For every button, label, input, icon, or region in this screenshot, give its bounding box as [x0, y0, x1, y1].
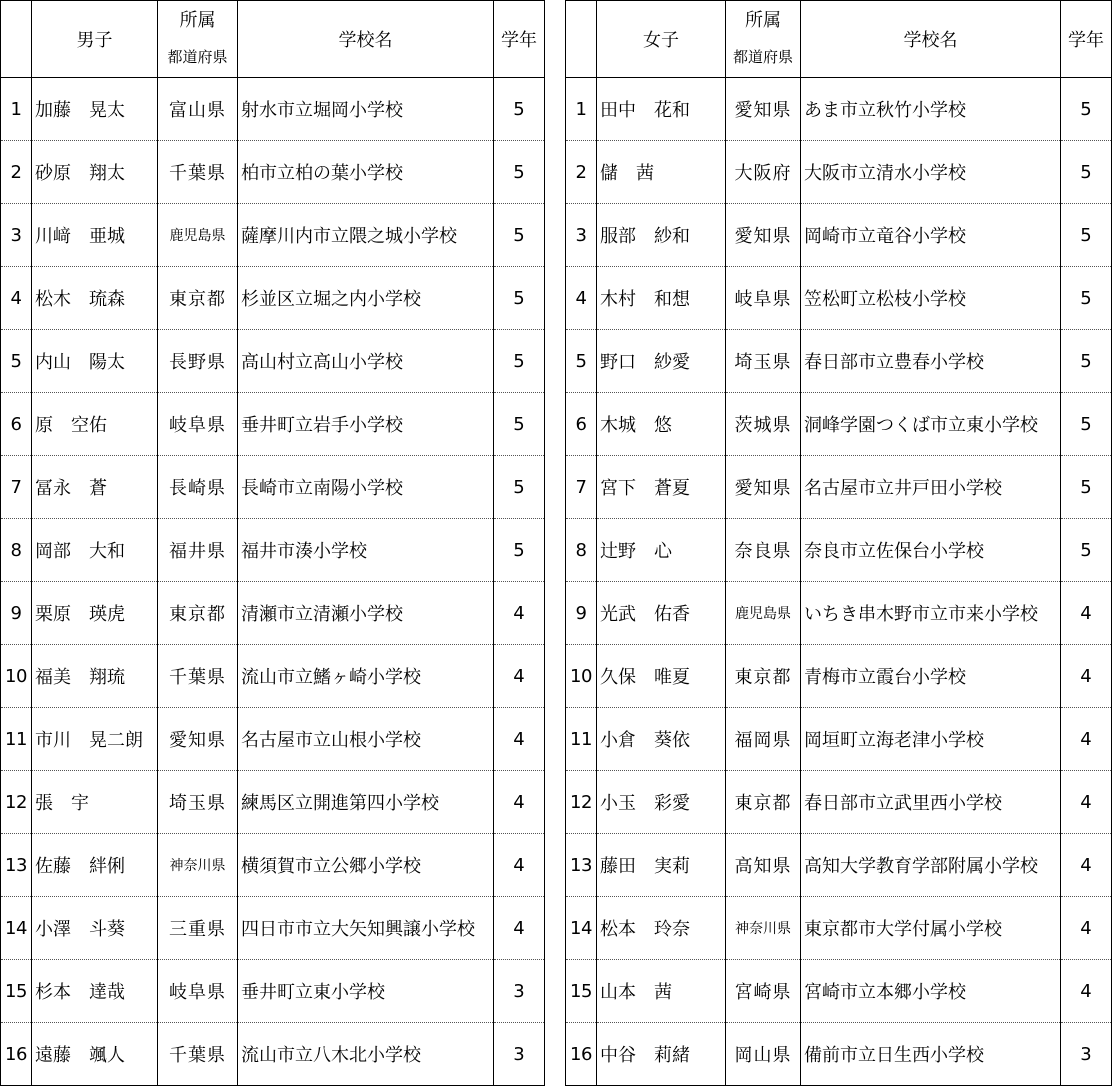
- school-cell: 宮崎市立本郷小学校: [801, 960, 1061, 1023]
- name-cell: 辻野 心: [597, 519, 726, 582]
- name-cell: 杉本 達哉: [32, 960, 158, 1023]
- school-cell: 横須賀市立公郷小学校: [238, 834, 494, 897]
- rank-cell: 7: [1, 456, 32, 519]
- grade-cell: 4: [494, 645, 545, 708]
- grade-cell: 5: [1061, 393, 1112, 456]
- rank-cell: 12: [1, 771, 32, 834]
- table-row: [566, 771, 1112, 834]
- table-row: [1, 897, 545, 960]
- rank-cell: 2: [1, 141, 32, 204]
- prefecture-cell: 岡山県: [726, 1023, 801, 1086]
- rank-cell: 11: [1, 708, 32, 771]
- table-row: [1, 834, 545, 897]
- rank-cell: 11: [566, 708, 597, 771]
- school-cell: 名古屋市立井戸田小学校: [801, 456, 1061, 519]
- prefecture-header-bottom: 都道府県: [167, 48, 228, 66]
- name-cell: 遠藤 颯人: [32, 1023, 158, 1086]
- grade-cell: 5: [494, 330, 545, 393]
- name-cell: 福美 翔琉: [32, 645, 158, 708]
- rank-cell: 8: [1, 519, 32, 582]
- table-row: [566, 393, 1112, 456]
- name-cell: 佐藤 絆俐: [32, 834, 158, 897]
- rank-header: [1, 1, 32, 78]
- school-cell: いちき串木野市立市来小学校: [801, 582, 1061, 645]
- grade-cell: 3: [1061, 1023, 1112, 1086]
- school-cell: 練馬区立開進第四小学校: [238, 771, 494, 834]
- prefecture-header: [158, 1, 238, 78]
- prefecture-cell: 埼玉県: [726, 330, 801, 393]
- rank-cell: 4: [1, 267, 32, 330]
- prefecture-cell: 福岡県: [726, 708, 801, 771]
- rank-cell: 15: [1, 960, 32, 1023]
- table-row: [566, 897, 1112, 960]
- prefecture-cell: 東京都: [726, 771, 801, 834]
- rank-cell: 4: [566, 267, 597, 330]
- rank-cell: 9: [1, 582, 32, 645]
- table-row: [566, 834, 1112, 897]
- school-cell: 流山市立鰭ヶ崎小学校: [238, 645, 494, 708]
- prefecture-cell: 岐阜県: [158, 393, 238, 456]
- rank-cell: 10: [1, 645, 32, 708]
- rank-cell: 5: [566, 330, 597, 393]
- grade-cell: 5: [1061, 78, 1112, 141]
- prefecture-cell: 東京都: [158, 582, 238, 645]
- name-cell: 小玉 彩愛: [597, 771, 726, 834]
- grade-cell: 5: [1061, 330, 1112, 393]
- school-cell: 流山市立八木北小学校: [238, 1023, 494, 1086]
- name-cell: 宮下 蒼夏: [597, 456, 726, 519]
- prefecture-cell: 千葉県: [158, 1023, 238, 1086]
- grade-cell: 4: [1061, 960, 1112, 1023]
- school-cell: 笠松町立松枝小学校: [801, 267, 1061, 330]
- table-row: [1, 708, 545, 771]
- girls-table: [565, 0, 1112, 1086]
- prefecture-cell: 千葉県: [158, 141, 238, 204]
- prefecture-cell: 高知県: [726, 834, 801, 897]
- rank-cell: 16: [1, 1023, 32, 1086]
- grade-cell: 5: [494, 456, 545, 519]
- prefecture-cell: 福井県: [158, 519, 238, 582]
- name-cell: 木村 和想: [597, 267, 726, 330]
- prefecture-cell: 愛知県: [726, 78, 801, 141]
- table-row: [566, 1023, 1112, 1086]
- school-cell: 春日部市立武里西小学校: [801, 771, 1061, 834]
- rank-cell: 8: [566, 519, 597, 582]
- school-cell: 四日市市立大矢知興譲小学校: [238, 897, 494, 960]
- table-row: [1, 1023, 545, 1086]
- girls-rows: [566, 78, 1112, 1086]
- prefecture-cell: 愛知県: [726, 456, 801, 519]
- table-row: [566, 582, 1112, 645]
- grade-cell: 4: [1061, 645, 1112, 708]
- rank-cell: 1: [566, 78, 597, 141]
- school-cell: 長崎市立南陽小学校: [238, 456, 494, 519]
- table-row: [566, 645, 1112, 708]
- table-row: [1, 330, 545, 393]
- prefecture-header-top: 所属: [179, 10, 216, 31]
- prefecture-cell: 千葉県: [158, 645, 238, 708]
- name-cell: 山本 茜: [597, 960, 726, 1023]
- table-row: [1, 141, 545, 204]
- rank-cell: 10: [566, 645, 597, 708]
- table-row: [566, 456, 1112, 519]
- rank-cell: 5: [1, 330, 32, 393]
- name-cell: 加藤 晃太: [32, 78, 158, 141]
- grade-cell: 4: [1061, 834, 1112, 897]
- name-cell: 川﨑 亜城: [32, 204, 158, 267]
- name-cell: 小澤 斗葵: [32, 897, 158, 960]
- table-row: [566, 141, 1112, 204]
- grade-cell: 4: [1061, 897, 1112, 960]
- grade-cell: 3: [494, 960, 545, 1023]
- grade-cell: 3: [494, 1023, 545, 1086]
- grade-cell: 5: [1061, 456, 1112, 519]
- school-cell: 岡垣町立海老津小学校: [801, 708, 1061, 771]
- table-row: [1, 519, 545, 582]
- grade-cell: 4: [494, 834, 545, 897]
- rank-cell: 9: [566, 582, 597, 645]
- prefecture-cell: 三重県: [158, 897, 238, 960]
- prefecture-cell: 茨城県: [726, 393, 801, 456]
- name-cell: 小倉 葵依: [597, 708, 726, 771]
- grade-cell: 4: [494, 582, 545, 645]
- prefecture-cell: 長崎県: [158, 456, 238, 519]
- name-cell: 田中 花和: [597, 78, 726, 141]
- rank-header: [566, 1, 597, 78]
- grade-cell: 5: [1061, 204, 1112, 267]
- school-cell: あま市立秋竹小学校: [801, 78, 1061, 141]
- rank-cell: 14: [566, 897, 597, 960]
- name-cell: 張 宇: [32, 771, 158, 834]
- name-cell: 儲 茜: [597, 141, 726, 204]
- name-cell: 中谷 莉緒: [597, 1023, 726, 1086]
- table-row: [1, 393, 545, 456]
- school-cell: 大阪市立清水小学校: [801, 141, 1061, 204]
- table-row: [1, 645, 545, 708]
- table-row: [1, 771, 545, 834]
- prefecture-cell: 東京都: [726, 645, 801, 708]
- rank-cell: 6: [566, 393, 597, 456]
- name-header: 女子: [597, 1, 726, 78]
- table-row: [1, 456, 545, 519]
- prefecture-cell: 宮崎県: [726, 960, 801, 1023]
- school-cell: 名古屋市立山根小学校: [238, 708, 494, 771]
- prefecture-cell: 愛知県: [158, 708, 238, 771]
- rank-cell: 6: [1, 393, 32, 456]
- school-header: 学校名: [801, 1, 1061, 78]
- rank-cell: 13: [566, 834, 597, 897]
- prefecture-cell: 岐阜県: [726, 267, 801, 330]
- grade-header: 学年: [1061, 1, 1112, 78]
- school-cell: 東京都市大学付属小学校: [801, 897, 1061, 960]
- name-cell: 砂原 翔太: [32, 141, 158, 204]
- grade-cell: 5: [1061, 519, 1112, 582]
- school-cell: 柏市立柏の葉小学校: [238, 141, 494, 204]
- table-row: [566, 960, 1112, 1023]
- rank-cell: 12: [566, 771, 597, 834]
- prefecture-cell: 大阪府: [726, 141, 801, 204]
- table-row: [1, 78, 545, 141]
- grade-cell: 5: [1061, 267, 1112, 330]
- prefecture-cell: 神奈川県: [158, 834, 238, 897]
- name-cell: 光武 佑香: [597, 582, 726, 645]
- table-row: [566, 267, 1112, 330]
- table-row: [566, 204, 1112, 267]
- grade-cell: 4: [494, 771, 545, 834]
- prefecture-cell: 長野県: [158, 330, 238, 393]
- grade-cell: 5: [494, 204, 545, 267]
- prefecture-cell: 鹿児島県: [158, 204, 238, 267]
- rank-cell: 3: [1, 204, 32, 267]
- grade-cell: 4: [1061, 582, 1112, 645]
- school-cell: 備前市立日生西小学校: [801, 1023, 1061, 1086]
- prefecture-header: [726, 1, 801, 78]
- rank-cell: 14: [1, 897, 32, 960]
- name-header: 男子: [32, 1, 158, 78]
- name-cell: 岡部 大和: [32, 519, 158, 582]
- school-cell: 岡崎市立竜谷小学校: [801, 204, 1061, 267]
- table-row: [1, 204, 545, 267]
- school-cell: 杉並区立堀之内小学校: [238, 267, 494, 330]
- table-row: [1, 267, 545, 330]
- rank-cell: 7: [566, 456, 597, 519]
- grade-cell: 5: [494, 267, 545, 330]
- name-cell: 藤田 実莉: [597, 834, 726, 897]
- table-row: [566, 330, 1112, 393]
- school-cell: 福井市湊小学校: [238, 519, 494, 582]
- grade-cell: 5: [494, 141, 545, 204]
- grade-cell: 4: [494, 897, 545, 960]
- grade-cell: 5: [494, 393, 545, 456]
- prefecture-cell: 鹿児島県: [726, 582, 801, 645]
- prefecture-cell: 東京都: [158, 267, 238, 330]
- name-cell: 野口 紗愛: [597, 330, 726, 393]
- boys-rows: [1, 78, 545, 1086]
- table-row: [1, 960, 545, 1023]
- name-cell: 木城 悠: [597, 393, 726, 456]
- table-row: [566, 519, 1112, 582]
- table-row: [566, 708, 1112, 771]
- name-cell: 松木 琉森: [32, 267, 158, 330]
- grade-cell: 4: [1061, 771, 1112, 834]
- rank-cell: 1: [1, 78, 32, 141]
- rank-cell: 13: [1, 834, 32, 897]
- school-header: 学校名: [238, 1, 494, 78]
- grade-cell: 5: [1061, 141, 1112, 204]
- girls-header-row: [566, 1, 1112, 78]
- prefecture-cell: 奈良県: [726, 519, 801, 582]
- rank-cell: 2: [566, 141, 597, 204]
- name-cell: 久保 唯夏: [597, 645, 726, 708]
- rank-cell: 16: [566, 1023, 597, 1086]
- name-cell: 市川 晃二朗: [32, 708, 158, 771]
- school-cell: 垂井町立東小学校: [238, 960, 494, 1023]
- grade-cell: 4: [1061, 708, 1112, 771]
- school-cell: 垂井町立岩手小学校: [238, 393, 494, 456]
- rank-cell: 15: [566, 960, 597, 1023]
- name-cell: 松本 玲奈: [597, 897, 726, 960]
- prefecture-cell: 神奈川県: [726, 897, 801, 960]
- school-cell: 薩摩川内市立隈之城小学校: [238, 204, 494, 267]
- boys-table: [0, 0, 545, 1086]
- school-cell: 射水市立堀岡小学校: [238, 78, 494, 141]
- name-cell: 内山 陽太: [32, 330, 158, 393]
- boys-header-row: [1, 1, 545, 78]
- prefecture-cell: 富山県: [158, 78, 238, 141]
- grade-cell: 5: [494, 78, 545, 141]
- prefecture-header-bottom: 都道府県: [732, 48, 793, 66]
- name-cell: 栗原 瑛虎: [32, 582, 158, 645]
- name-cell: 原 空佑: [32, 393, 158, 456]
- rank-cell: 3: [566, 204, 597, 267]
- school-cell: 青梅市立霞台小学校: [801, 645, 1061, 708]
- prefecture-cell: 埼玉県: [158, 771, 238, 834]
- prefecture-header-top: 所属: [745, 10, 781, 31]
- grade-header: 学年: [494, 1, 545, 78]
- school-cell: 洞峰学園つくば市立東小学校: [801, 393, 1061, 456]
- prefecture-cell: 愛知県: [726, 204, 801, 267]
- school-cell: 高山村立高山小学校: [238, 330, 494, 393]
- table-row: [566, 78, 1112, 141]
- school-cell: 奈良市立佐保台小学校: [801, 519, 1061, 582]
- name-cell: 冨永 蒼: [32, 456, 158, 519]
- school-cell: 春日部市立豊春小学校: [801, 330, 1061, 393]
- grade-cell: 5: [494, 519, 545, 582]
- school-cell: 高知大学教育学部附属小学校: [801, 834, 1061, 897]
- table-row: [1, 582, 545, 645]
- grade-cell: 4: [494, 708, 545, 771]
- school-cell: 清瀬市立清瀬小学校: [238, 582, 494, 645]
- prefecture-cell: 岐阜県: [158, 960, 238, 1023]
- name-cell: 服部 紗和: [597, 204, 726, 267]
